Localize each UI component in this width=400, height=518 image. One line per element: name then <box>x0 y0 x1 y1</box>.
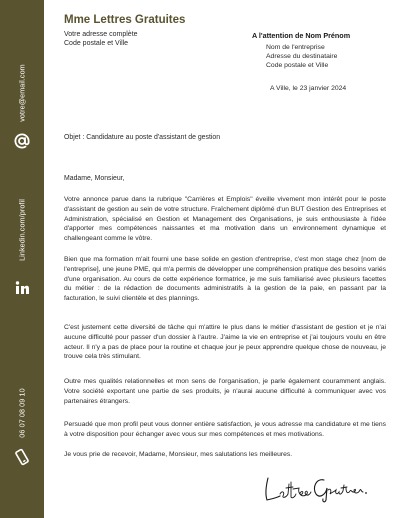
linkedin-text[interactable]: Linkedin.com/profil <box>17 199 27 261</box>
sender-address: Votre adresse complète <box>64 31 138 38</box>
linkedin-contact[interactable] <box>0 190 44 300</box>
paragraph-closing: Persuadé que mon profil peut vous donner entière satisfaction, je vous adresse ma candidature et me tiens à votre disposition pour échanger avec vous sur mes compétences et mes motivations. <box>64 421 386 438</box>
contact-sidebar <box>0 0 44 518</box>
recipient-title: A l'attention de Nom Prénom <box>252 31 351 40</box>
letter-object: Objet : Candidature au poste d'assistant de gestion <box>64 134 221 141</box>
recipient-company: Nom de l'entreprise <box>266 44 325 51</box>
salutation: Madame, Monsieur, <box>64 175 125 182</box>
sender-city: Code postale et Ville <box>64 40 129 47</box>
recipient-address: Adresse du destinataire <box>266 53 338 60</box>
handwritten-signature <box>262 472 372 506</box>
paragraph-motivation: C'est justement cette diversité de tâche qui m'attire le plus dans le métier d'assistant de gestion et je n'ai aucune difficulté pour passer d'un dossier à l'autre. J'aime la vie en entreprise et j'ai toujours voulu en être acteur. Il n'y a pas de place pour la routine et chaque jour je peux apprendre quelque chose de nouveau, je trouve cela très stimulant. <box>64 324 386 361</box>
email-contact[interactable] <box>0 60 44 145</box>
paragraph-intro: Votre annonce parue dans la rubrique "Carrières et Emplois" éveille vivement mon intérêt pour le poste d'assistant de gestion au sein de votre structure. Fraîchement diplômé d'un BUT Gestion des Entreprises et Administration, spécialisé en Gestion et Management des Organisations, je suis enthousiaste à l'idée d'apporter mes compétences naissantes et ma motivation dans un environnement dynamique et challengeant comme le vôtre. <box>64 196 386 243</box>
letter-page <box>44 0 400 518</box>
phone-text[interactable]: 06 07 08 09 10 <box>17 388 27 438</box>
sender-name: Mme Lettres Gratuites <box>64 14 186 26</box>
paragraph-regards: Je vous prie de recevoir, Madame, Monsieur, mes salutations les meilleures. <box>64 451 293 458</box>
paragraph-experience: Bien que ma formation m'ait fourni une base solide en gestion d'entreprise, c'est mon stage chez [nom de l'entreprise], une jeune PME, qui m'a permis de développer une compréhension pratique des besoins variés d'une organisation. Au cours de cette expérience formatrice, je me suis familiarisé avec plusieurs facettes du métier : de la rédaction de documents administratifs à la gestion de la paie, en passant par la facturation, le suivi clientèle et des plannings. <box>64 256 386 303</box>
phone-contact[interactable] <box>0 385 44 475</box>
recipient-city: Code postale et Ville <box>266 62 329 69</box>
at-sign-icon <box>12 131 32 151</box>
email-text[interactable]: votre@email.com <box>17 64 27 122</box>
paragraph-skills: Outre mes qualités relationnelles et mon sens de l'organisation, je parle également couramment anglais. Votre société exportant une partie de ses produits, je n'aurai aucune difficulté à communiquer avec vos partenaires étrangers. <box>64 378 386 405</box>
linkedin-icon <box>12 278 32 298</box>
letter-date: A Ville, le 23 janvier 2024 <box>270 85 347 92</box>
phone-icon <box>12 447 32 467</box>
